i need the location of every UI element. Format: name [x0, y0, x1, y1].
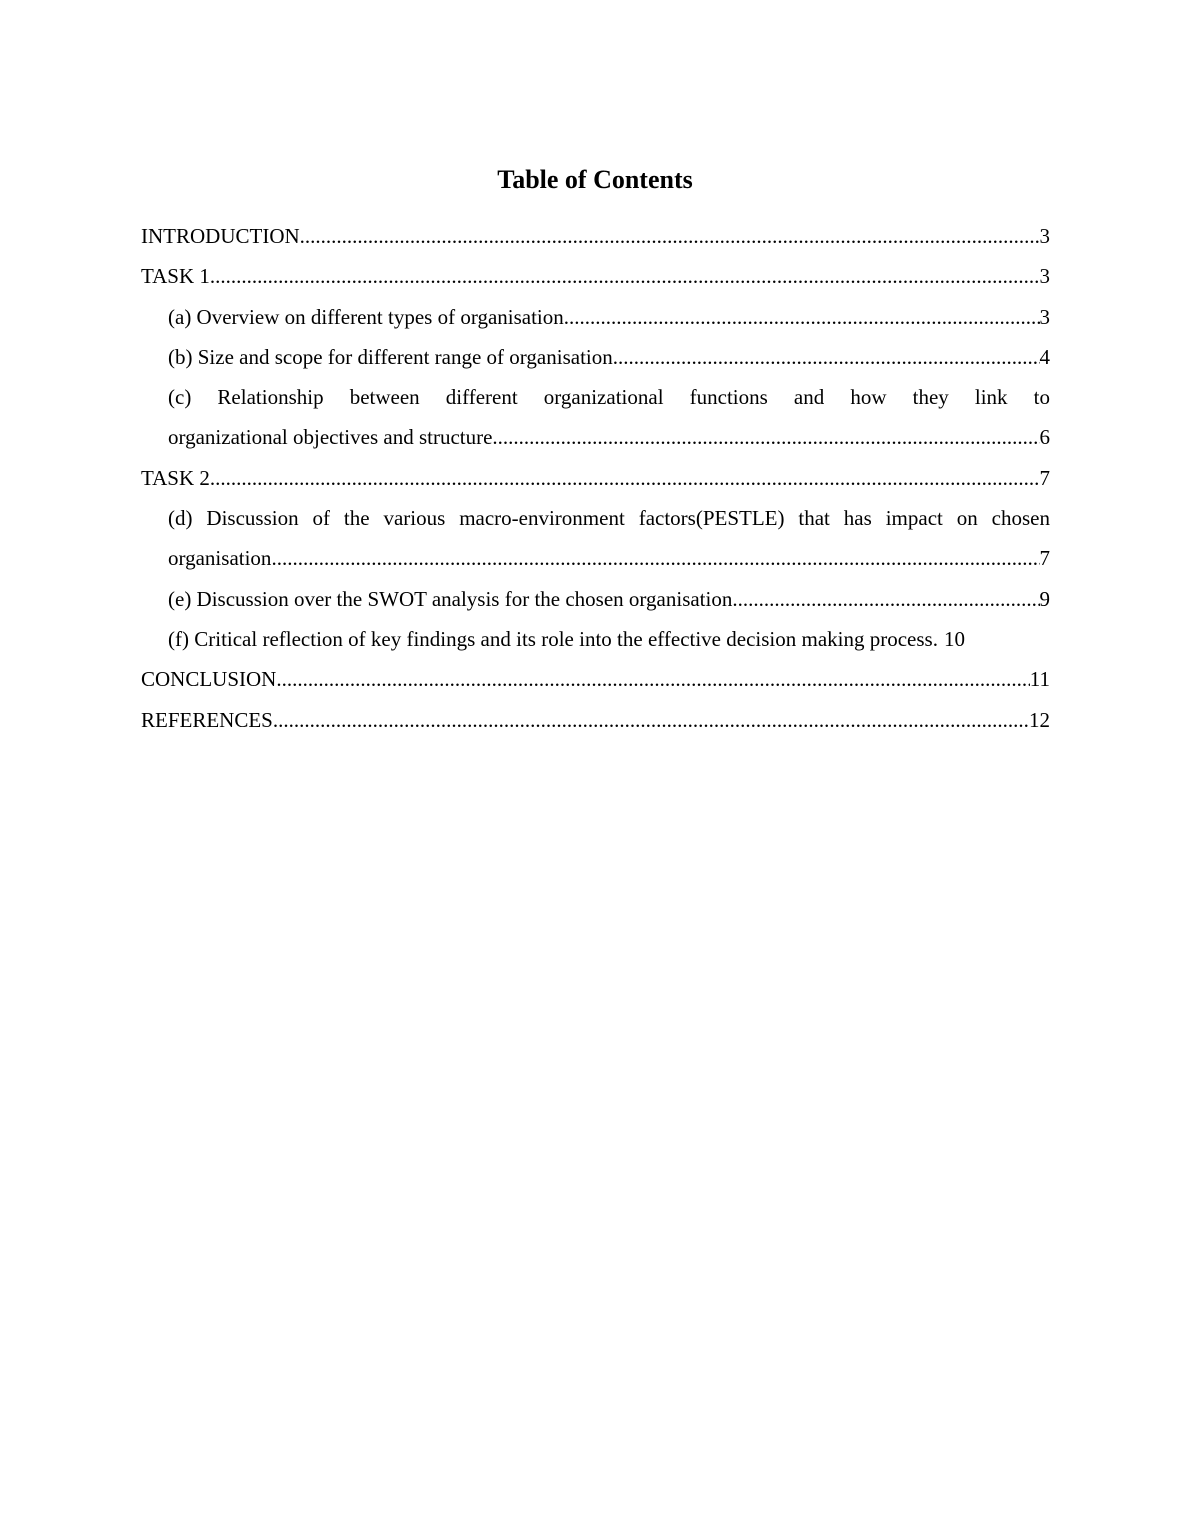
- toc-entry-text: (b) Size and scope for different range of organisation: [168, 344, 613, 369]
- dot-leader: [732, 579, 1039, 619]
- dot-leader: [492, 417, 1039, 457]
- toc-page-number: 3: [1039, 264, 1050, 289]
- toc-entry-task-2[interactable]: [141, 458, 1050, 498]
- toc-entry-text: (a) Overview on different types of organisation: [168, 304, 564, 329]
- dot-leader: [276, 659, 1029, 699]
- toc-entry-f[interactable]: [141, 619, 1050, 659]
- toc-entry-text: REFERENCES: [141, 707, 273, 732]
- toc-entry-d[interactable]: [141, 498, 1050, 579]
- toc-page-number: 7: [1039, 546, 1050, 571]
- dot-leader: [273, 700, 1029, 740]
- toc-page-number: 9: [1039, 586, 1050, 611]
- toc-list: [141, 216, 1050, 740]
- toc-page-number: 3: [1039, 224, 1050, 248]
- toc-title: Table of Contents: [497, 165, 693, 194]
- dot-leader: [300, 216, 1040, 256]
- toc-entry-a[interactable]: [141, 297, 1050, 337]
- toc-page-number: 7: [1039, 465, 1050, 490]
- toc-entry-text: CONCLUSION: [141, 667, 277, 692]
- toc-entry-references[interactable]: [141, 700, 1050, 740]
- dot-leader: [210, 458, 1040, 498]
- toc-page-number: 4: [1039, 344, 1050, 369]
- toc-entry-first-line: (d) Discussion of the various macro-environment factors(PESTLE) that has impact on chosen: [168, 506, 1050, 531]
- dot-leader: [271, 538, 1039, 578]
- toc-page-number: 6: [1039, 425, 1050, 450]
- dot-leader: [613, 337, 1040, 377]
- toc-entry-b[interactable]: [141, 337, 1050, 377]
- toc-page-number: 12: [1029, 707, 1050, 732]
- toc-entry-text: TASK 2: [141, 465, 210, 490]
- toc-entry-text: INTRODUCTION: [141, 224, 300, 248]
- toc-entry-e[interactable]: [141, 579, 1050, 619]
- toc-entry-c[interactable]: [141, 377, 1050, 458]
- toc-entry-text: TASK 1: [141, 264, 210, 289]
- toc-entry-first-line: (c) Relationship between different organizational functions and how they link to: [168, 385, 1050, 410]
- toc-page-number: 3: [1039, 304, 1050, 329]
- toc-entry-text: (f) Critical reflection of key findings and its role into the effective decision making process.: [168, 626, 938, 651]
- toc-entry-text: (e) Discussion over the SWOT analysis for the chosen organisation: [168, 586, 733, 611]
- toc-entry-text: organisation: [168, 546, 272, 571]
- dot-leader: [210, 256, 1040, 296]
- dot-leader: [564, 297, 1040, 337]
- toc-entry-conclusion[interactable]: [141, 659, 1050, 699]
- toc-entry-text: organizational objectives and structure: [168, 425, 493, 450]
- toc-page-number: 11: [1029, 667, 1050, 692]
- toc-entry-task-1[interactable]: [141, 256, 1050, 296]
- toc-page-number: 10: [943, 626, 965, 651]
- toc-entry-introduction[interactable]: [141, 216, 1050, 256]
